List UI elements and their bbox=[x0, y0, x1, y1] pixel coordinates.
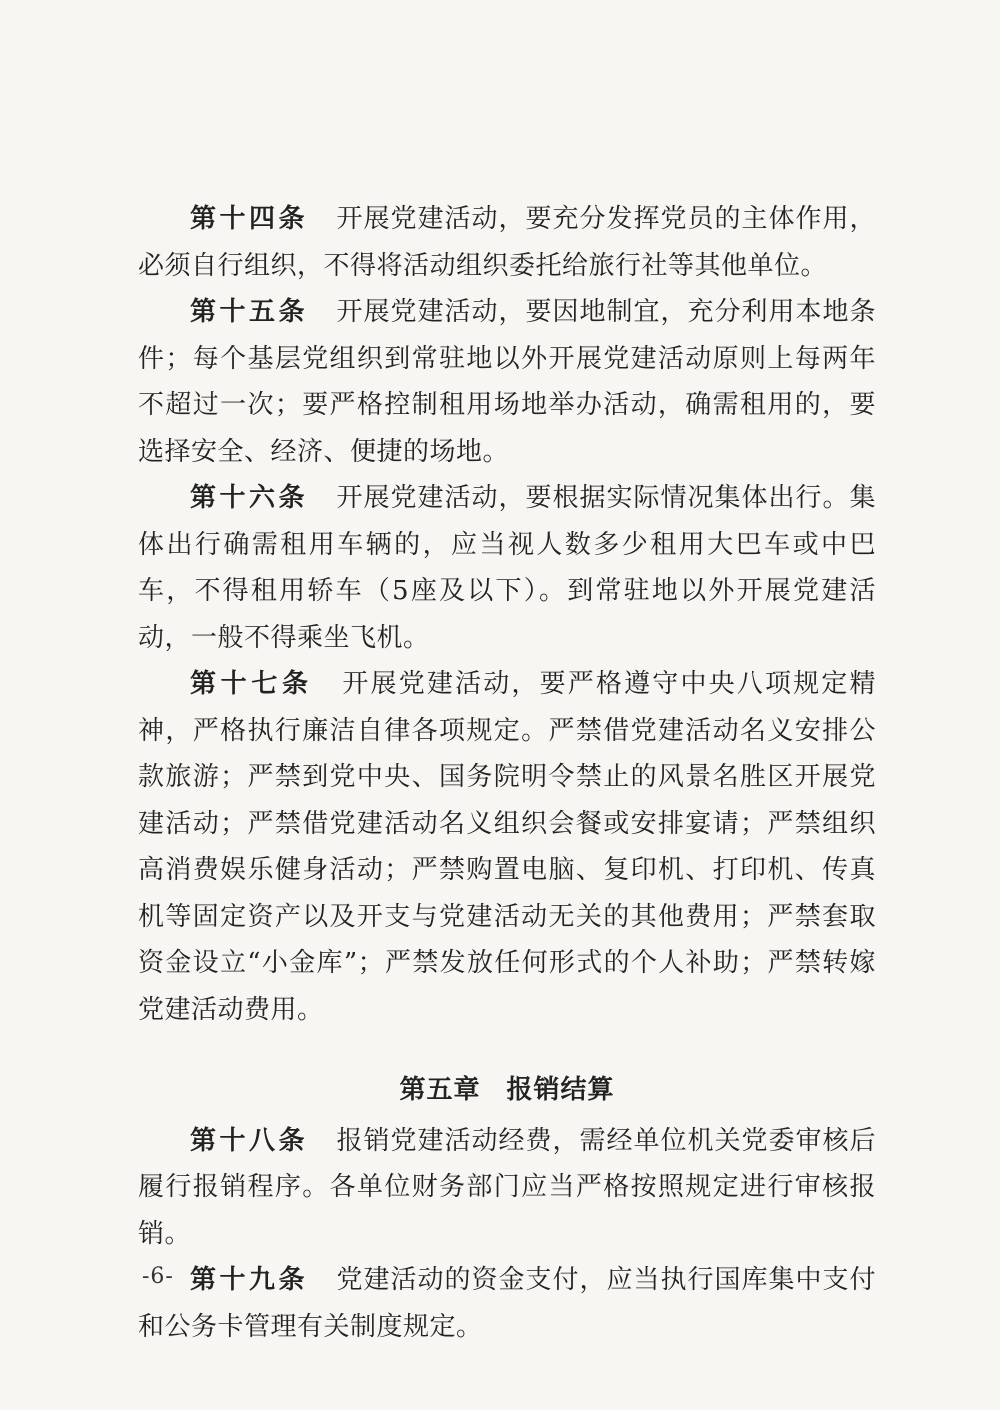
article-number: 第十八条 bbox=[190, 1125, 308, 1156]
article-number: 第十七条 bbox=[190, 669, 313, 699]
chapter-heading bbox=[138, 1067, 876, 1114]
article-text: 党建活动的资金支付，应当执行国库集中支付和公务卡管理有关制度规定。 bbox=[138, 1265, 876, 1342]
article-16 bbox=[138, 475, 876, 661]
article-text: 开展党建活动，要因地制宜，充分利用本地条件；每个基层党组织到常驻地以外开展党建活动原则上每两年不超过一次；要严格控制租用场地举办活动，确需租用的，要选择安全、经济、便捷的场地。 bbox=[138, 297, 876, 467]
article-17 bbox=[138, 661, 876, 1033]
article-19 bbox=[138, 1257, 876, 1350]
article-number: 第十六条 bbox=[190, 483, 308, 513]
article-18 bbox=[138, 1118, 876, 1258]
chapter-number: 第五章 bbox=[399, 1075, 481, 1105]
article-text: 开展党建活动，要充分发挥党员的主体作用，必须自行组织，不得将活动组织委托给旅行社等其他单位。 bbox=[138, 204, 876, 281]
article-number: 第十四条 bbox=[190, 204, 308, 234]
page-number: -6- bbox=[142, 1264, 174, 1289]
chapter-title: 报销结算 bbox=[506, 1075, 615, 1105]
article-text: 报销党建活动经费，需经单位机关党委审核后履行报销程序。各单位财务部门应当严格按照规定进行审核报销。 bbox=[138, 1125, 876, 1249]
article-number: 第十五条 bbox=[190, 297, 308, 327]
article-text: 开展党建活动，要根据实际情况集体出行。集体出行确需租用车辆的，应当视人数多少租用大巴车或中巴车，不得租用轿车（5座及以下）。到常驻地以外开展党建活动，一般不得乘坐飞机。 bbox=[138, 483, 876, 653]
article-14 bbox=[138, 196, 876, 289]
article-15 bbox=[138, 289, 876, 475]
article-text: 开展党建活动，要严格遵守中央八项规定精神，严格执行廉洁自律各项规定。严禁借党建活动名义安排公款旅游；严禁到党中央、国务院明令禁止的风景名胜区开展党建活动；严禁借党建活动名义组织会餐或安排宴请；严禁组织高消费娱乐健身活动；严禁购置电脑、复印机、打印机、传真机等固定资产以及开支与党建活动无关的其他费用；严禁套取资金设立“小金库”；严禁发放任何形式的个人补助；严禁转嫁党建活动费用。 bbox=[138, 669, 876, 1025]
article-number: 第十九条 bbox=[190, 1265, 308, 1295]
document-body bbox=[138, 196, 876, 1350]
